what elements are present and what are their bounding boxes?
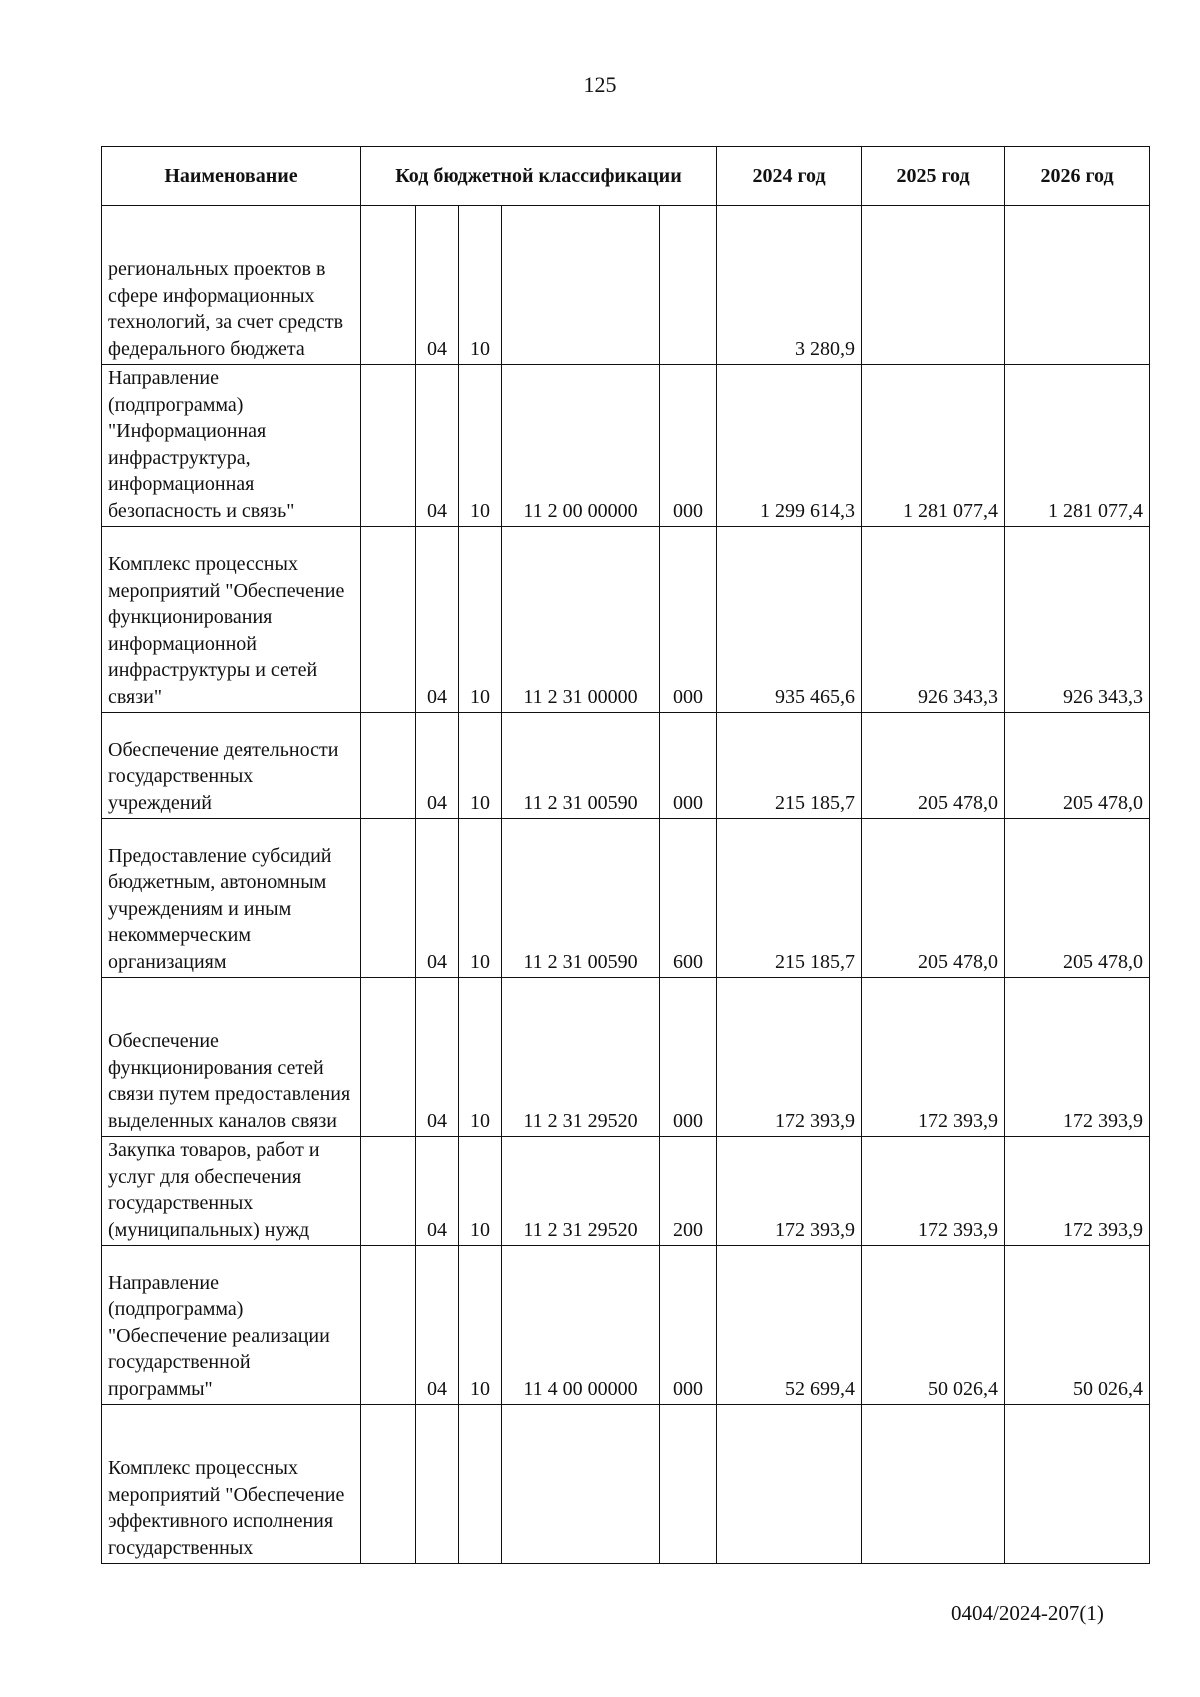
table-row bbox=[102, 1405, 1150, 1564]
row-code-3: 10 bbox=[459, 365, 502, 527]
row-code-1 bbox=[361, 819, 416, 978]
row-code-4: 11 2 31 00590 bbox=[502, 819, 660, 978]
row-value-2025: 172 393,9 bbox=[862, 978, 1005, 1137]
row-code-2 bbox=[416, 1405, 459, 1564]
row-value-2026 bbox=[1005, 206, 1150, 365]
row-value-2026: 926 343,3 bbox=[1005, 527, 1150, 713]
row-code-4: 11 2 00 00000 bbox=[502, 365, 660, 527]
header-2024: 2024 год bbox=[717, 147, 862, 206]
row-code-2: 04 bbox=[416, 365, 459, 527]
row-name: региональных проектов в сфере информационных технологий, за счет средств федерального бюджета bbox=[102, 206, 361, 365]
row-code-1 bbox=[361, 206, 416, 365]
row-value-2026: 205 478,0 bbox=[1005, 819, 1150, 978]
row-code-4: 11 4 00 00000 bbox=[502, 1246, 660, 1405]
row-value-2024: 172 393,9 bbox=[717, 1137, 862, 1246]
row-code-2: 04 bbox=[416, 1246, 459, 1405]
table-row bbox=[102, 713, 1150, 819]
row-value-2026: 50 026,4 bbox=[1005, 1246, 1150, 1405]
row-code-1 bbox=[361, 365, 416, 527]
table-row bbox=[102, 819, 1150, 978]
row-code-5: 000 bbox=[660, 1246, 717, 1405]
header-name: Наименование bbox=[102, 147, 361, 206]
table-row bbox=[102, 1137, 1150, 1246]
table-row bbox=[102, 206, 1150, 365]
row-code-2: 04 bbox=[416, 713, 459, 819]
row-name: Направление (подпрограмма) "Информационная инфраструктура, информационная безопасность и связь" bbox=[102, 365, 361, 527]
row-name: Направление (подпрограмма) "Обеспечение реализации государственной программы" bbox=[102, 1246, 361, 1405]
row-name: Закупка товаров, работ и услуг для обеспечения государственных (муниципальных) нужд bbox=[102, 1137, 361, 1246]
row-value-2024: 52 699,4 bbox=[717, 1246, 862, 1405]
row-code-3: 10 bbox=[459, 206, 502, 365]
row-value-2024: 215 185,7 bbox=[717, 819, 862, 978]
row-code-3: 10 bbox=[459, 978, 502, 1137]
document-code: 0404/2024-207(1) bbox=[951, 1601, 1104, 1625]
table-row bbox=[102, 365, 1150, 527]
row-value-2024: 215 185,7 bbox=[717, 713, 862, 819]
row-code-5: 600 bbox=[660, 819, 717, 978]
row-name: Комплекс процессных мероприятий "Обеспечение функционирования информационной инфраструктуры и сетей связи" bbox=[102, 527, 361, 713]
row-code-4: 11 2 31 29520 bbox=[502, 1137, 660, 1246]
page-number: 125 bbox=[583, 72, 617, 97]
row-code-3 bbox=[459, 1405, 502, 1564]
row-value-2026 bbox=[1005, 1405, 1150, 1564]
row-value-2026: 172 393,9 bbox=[1005, 1137, 1150, 1246]
row-value-2026: 205 478,0 bbox=[1005, 713, 1150, 819]
row-code-2: 04 bbox=[416, 527, 459, 713]
row-code-5: 000 bbox=[660, 713, 717, 819]
row-value-2025: 205 478,0 bbox=[862, 819, 1005, 978]
row-code-4: 11 2 31 00590 bbox=[502, 713, 660, 819]
row-code-5: 200 bbox=[660, 1137, 717, 1246]
row-code-4 bbox=[502, 206, 660, 365]
row-value-2025: 205 478,0 bbox=[862, 713, 1005, 819]
row-code-2: 04 bbox=[416, 978, 459, 1137]
row-name: Обеспечение функционирования сетей связи путем предоставления выделенных каналов связи bbox=[102, 978, 361, 1137]
row-code-1 bbox=[361, 1405, 416, 1564]
row-code-2: 04 bbox=[416, 206, 459, 365]
row-code-3: 10 bbox=[459, 1246, 502, 1405]
row-code-5 bbox=[660, 1405, 717, 1564]
row-code-4: 11 2 31 29520 bbox=[502, 978, 660, 1137]
table-row bbox=[102, 978, 1150, 1137]
row-value-2024: 3 280,9 bbox=[717, 206, 862, 365]
header-2026: 2026 год bbox=[1005, 147, 1150, 206]
row-value-2024: 1 299 614,3 bbox=[717, 365, 862, 527]
row-name: Предоставление субсидий бюджетным, автономным учреждениям и иным некоммерческим организациям bbox=[102, 819, 361, 978]
row-code-3: 10 bbox=[459, 713, 502, 819]
table-row bbox=[102, 527, 1150, 713]
row-code-3: 10 bbox=[459, 527, 502, 713]
row-code-4: 11 2 31 00000 bbox=[502, 527, 660, 713]
row-code-5: 000 bbox=[660, 365, 717, 527]
row-code-2: 04 bbox=[416, 819, 459, 978]
header-row bbox=[102, 147, 1150, 206]
header-code: Код бюджетной классификации bbox=[361, 147, 717, 206]
row-value-2025: 926 343,3 bbox=[862, 527, 1005, 713]
row-name: Обеспечение деятельности государственных учреждений bbox=[102, 713, 361, 819]
row-value-2025: 172 393,9 bbox=[862, 1137, 1005, 1246]
row-code-3: 10 bbox=[459, 819, 502, 978]
row-value-2026: 1 281 077,4 bbox=[1005, 365, 1150, 527]
row-value-2024: 935 465,6 bbox=[717, 527, 862, 713]
row-value-2025: 1 281 077,4 bbox=[862, 365, 1005, 527]
budget-table bbox=[101, 146, 1150, 1564]
row-code-1 bbox=[361, 527, 416, 713]
row-name: Комплекс процессных мероприятий "Обеспечение эффективного исполнения государственных bbox=[102, 1405, 361, 1564]
row-value-2025: 50 026,4 bbox=[862, 1246, 1005, 1405]
row-code-5: 000 bbox=[660, 527, 717, 713]
row-value-2026: 172 393,9 bbox=[1005, 978, 1150, 1137]
row-code-3: 10 bbox=[459, 1137, 502, 1246]
row-code-5 bbox=[660, 206, 717, 365]
row-code-2: 04 bbox=[416, 1137, 459, 1246]
header-2025: 2025 год bbox=[862, 147, 1005, 206]
row-value-2024 bbox=[717, 1405, 862, 1564]
row-value-2025 bbox=[862, 206, 1005, 365]
row-value-2025 bbox=[862, 1405, 1005, 1564]
row-code-5: 000 bbox=[660, 978, 717, 1137]
row-value-2024: 172 393,9 bbox=[717, 978, 862, 1137]
row-code-1 bbox=[361, 978, 416, 1137]
row-code-1 bbox=[361, 1246, 416, 1405]
row-code-1 bbox=[361, 1137, 416, 1246]
table-row bbox=[102, 1246, 1150, 1405]
row-code-1 bbox=[361, 713, 416, 819]
row-code-4 bbox=[502, 1405, 660, 1564]
